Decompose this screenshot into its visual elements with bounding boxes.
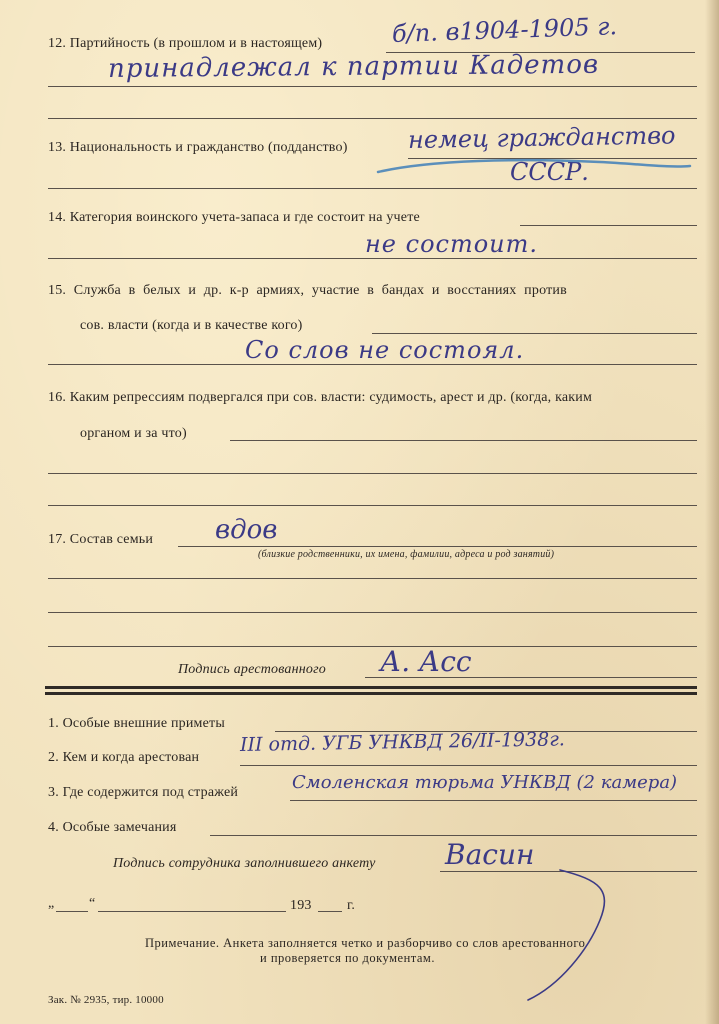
date-month-line bbox=[98, 911, 286, 912]
officer-signature: Васин bbox=[445, 838, 535, 871]
q13-answer-1: немец гражданство bbox=[407, 121, 676, 154]
officer-signature-label: Подпись сотрудника заполнившего анкету bbox=[113, 856, 376, 871]
s3-label: 3. Где содержится под стражей bbox=[48, 785, 239, 800]
note-line-2: и проверяется по документам. bbox=[260, 951, 435, 965]
q16-label-1: 16. Каким репрессиям подвергался при сов. власти: судимость, арест и др. (когда, каким bbox=[48, 390, 593, 405]
q15-answer: Со слов не состоял. bbox=[245, 336, 525, 364]
date-year-prefix: 193 bbox=[290, 898, 312, 913]
arrested-signature-label: Подпись арестованного bbox=[178, 662, 326, 677]
s2-label: 2. Кем и когда арестован bbox=[48, 750, 200, 765]
q15-label-2: сов. власти (когда и в качестве кого) bbox=[80, 318, 303, 333]
q13-label: 13. Национальность и гражданство (подданство) bbox=[48, 140, 348, 155]
q12-answer-1: б/п. в1904-1905 г. bbox=[391, 12, 618, 48]
date-open-quote: „ bbox=[48, 896, 55, 911]
s1-label: 1. Особые внешние приметы bbox=[48, 716, 225, 731]
q14-answer: не состоит. bbox=[365, 230, 539, 258]
print-info: Зак. № 2935, тир. 10000 bbox=[48, 994, 164, 1006]
q13-answer-2: СССР. bbox=[510, 158, 589, 186]
q12-answer-2: принадлежал к партии Кадетов bbox=[107, 49, 600, 84]
arrested-signature: А. Асс bbox=[380, 645, 472, 678]
q17-label: 17. Состав семьи bbox=[48, 532, 154, 547]
q17-answer: вдов bbox=[215, 515, 278, 545]
s4-label: 4. Особые замечания bbox=[48, 820, 177, 835]
q14-label: 14. Категория воинского учета-запаса и где состоит на учете bbox=[48, 210, 420, 225]
date-year-line bbox=[318, 911, 342, 912]
q16-label-2: органом и за что) bbox=[80, 426, 187, 441]
date-day-line bbox=[56, 911, 88, 912]
date-close-quote: “ bbox=[89, 896, 96, 911]
note-line-1: Примечание. Анкета заполняется четко и разборчиво со слов арестованного bbox=[145, 936, 586, 950]
q15-label-1: 15. Служба в белых и др. к-р армиях, участие в бандах и восстаниях против bbox=[48, 283, 567, 298]
s3-answer: Смоленская тюрьма УНКВД (2 камера) bbox=[292, 772, 678, 793]
q12-label: 12. Партийность (в прошлом и в настоящем) bbox=[48, 36, 323, 51]
date-year-suffix: г. bbox=[347, 898, 356, 913]
s2-answer: III отд. УГБ УНКВД 26/II-1938г. bbox=[239, 728, 566, 756]
q17-hint: (близкие родственники, их имена, фамилии, адреса и род занятий) bbox=[258, 549, 555, 560]
